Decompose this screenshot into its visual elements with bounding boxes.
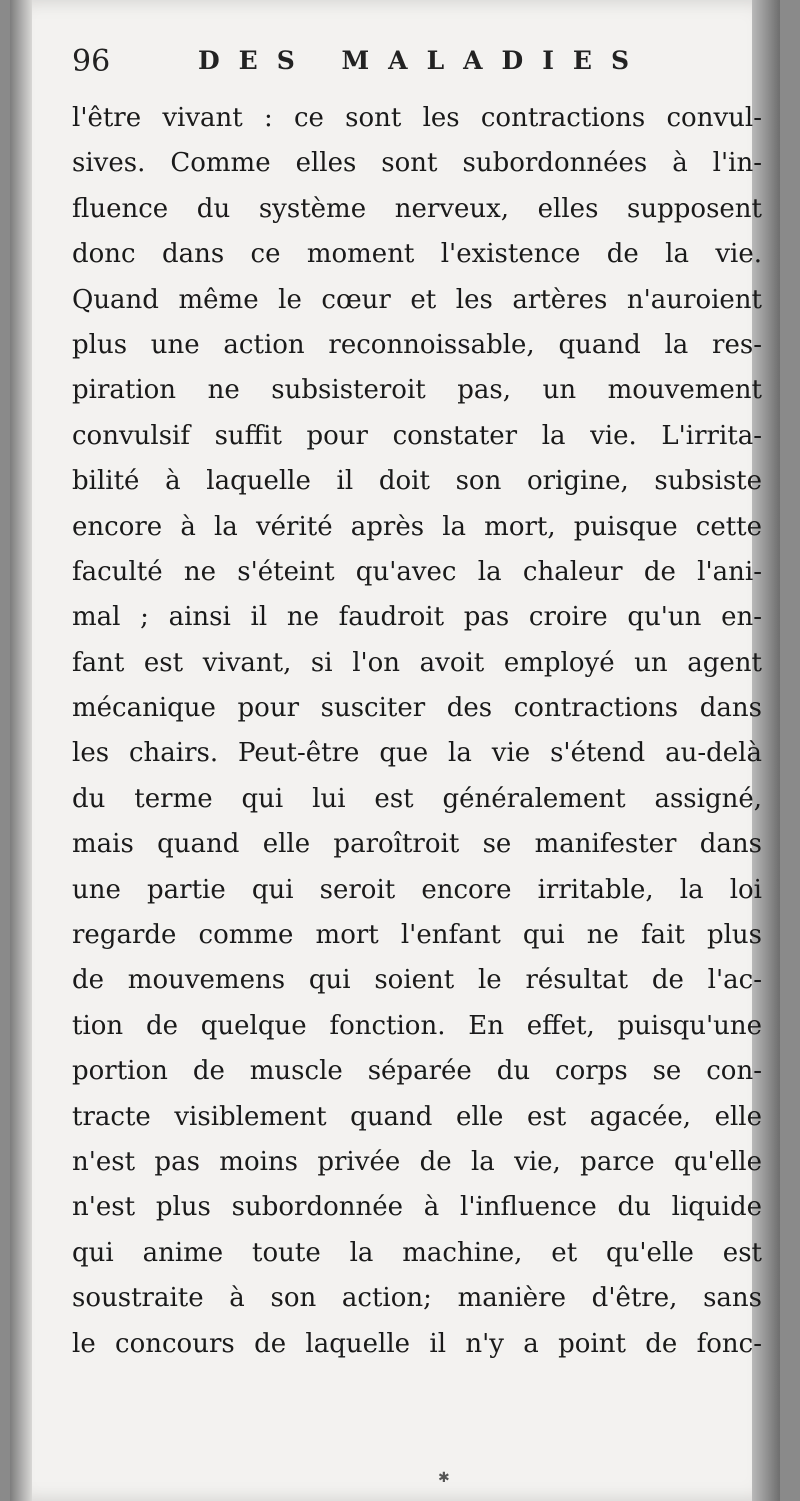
text-line: donc dans ce moment l'existence de la vie. bbox=[72, 239, 762, 270]
text-line: sives. Comme elles sont subordonnées à l'in- bbox=[72, 148, 762, 179]
book-page bbox=[10, 0, 780, 1501]
text-line: tion de quelque fonction. En effet, puisqu'une bbox=[72, 1010, 762, 1041]
text-line: les chairs. Peut-être que la vie s'étend au-delà bbox=[72, 738, 762, 769]
text-line: mal ; ainsi il ne faudroit pas croire qu'un en- bbox=[72, 602, 762, 633]
text-line: Quand même le cœur et les artères n'auroient bbox=[72, 284, 762, 315]
printer-ornament: ✱ bbox=[438, 1470, 450, 1486]
text-line: du terme qui lui est généralement assigné, bbox=[72, 783, 762, 814]
text-line: l'être vivant : ce sont les contractions convul- bbox=[72, 103, 762, 133]
text-line: encore à la vérité après la mort, puisque cette bbox=[72, 511, 762, 542]
text-line: n'est pas moins privée de la vie, parce qu'elle bbox=[72, 1146, 762, 1177]
text-line: n'est plus subordonnée à l'influence du liquide bbox=[72, 1192, 762, 1223]
text-line: bilité à laquelle il doit son origine, subsiste bbox=[72, 466, 762, 497]
text-line: faculté ne s'éteint qu'avec la chaleur de l'ani- bbox=[72, 556, 762, 587]
text-line: mais quand elle paroîtroit se manifester dans bbox=[72, 829, 762, 860]
text-line: piration ne subsisteroit pas, un mouvement bbox=[72, 375, 762, 406]
gutter-shadow bbox=[10, 0, 32, 1501]
text-line: mécanique pour susciter des contractions dans bbox=[72, 693, 762, 724]
text-line: une partie qui seroit encore irritable, la loi bbox=[72, 874, 762, 905]
text-line: tracte visiblement quand elle est agacée, elle bbox=[72, 1101, 762, 1132]
text-line: regarde comme mort l'enfant qui ne fait plus bbox=[72, 920, 762, 951]
page-number: 96 bbox=[72, 44, 111, 79]
text-line: fluence du système nerveux, elles supposent bbox=[72, 193, 762, 224]
text-line: soustraite à son action; manière d'être, sans bbox=[72, 1283, 762, 1314]
text-line: qui anime toute la machine, et qu'elle est bbox=[72, 1237, 762, 1268]
text-line: le concours de laquelle il n'y a point de fonc- bbox=[72, 1328, 762, 1359]
section-title: DES MALADIES bbox=[198, 46, 649, 75]
text-line: portion de muscle séparée du corps se con- bbox=[72, 1056, 762, 1087]
running-head bbox=[72, 40, 762, 80]
text-line: plus une action reconnoissable, quand la res- bbox=[72, 329, 762, 360]
text-line: de mouvemens qui soient le résultat de l'ac- bbox=[72, 965, 762, 996]
text-line: convulsif suffit pour constater la vie. L'irrita- bbox=[72, 420, 762, 451]
text-line: fant est vivant, si l'on avoit employé un agent bbox=[72, 647, 762, 678]
body-text bbox=[72, 96, 762, 1367]
